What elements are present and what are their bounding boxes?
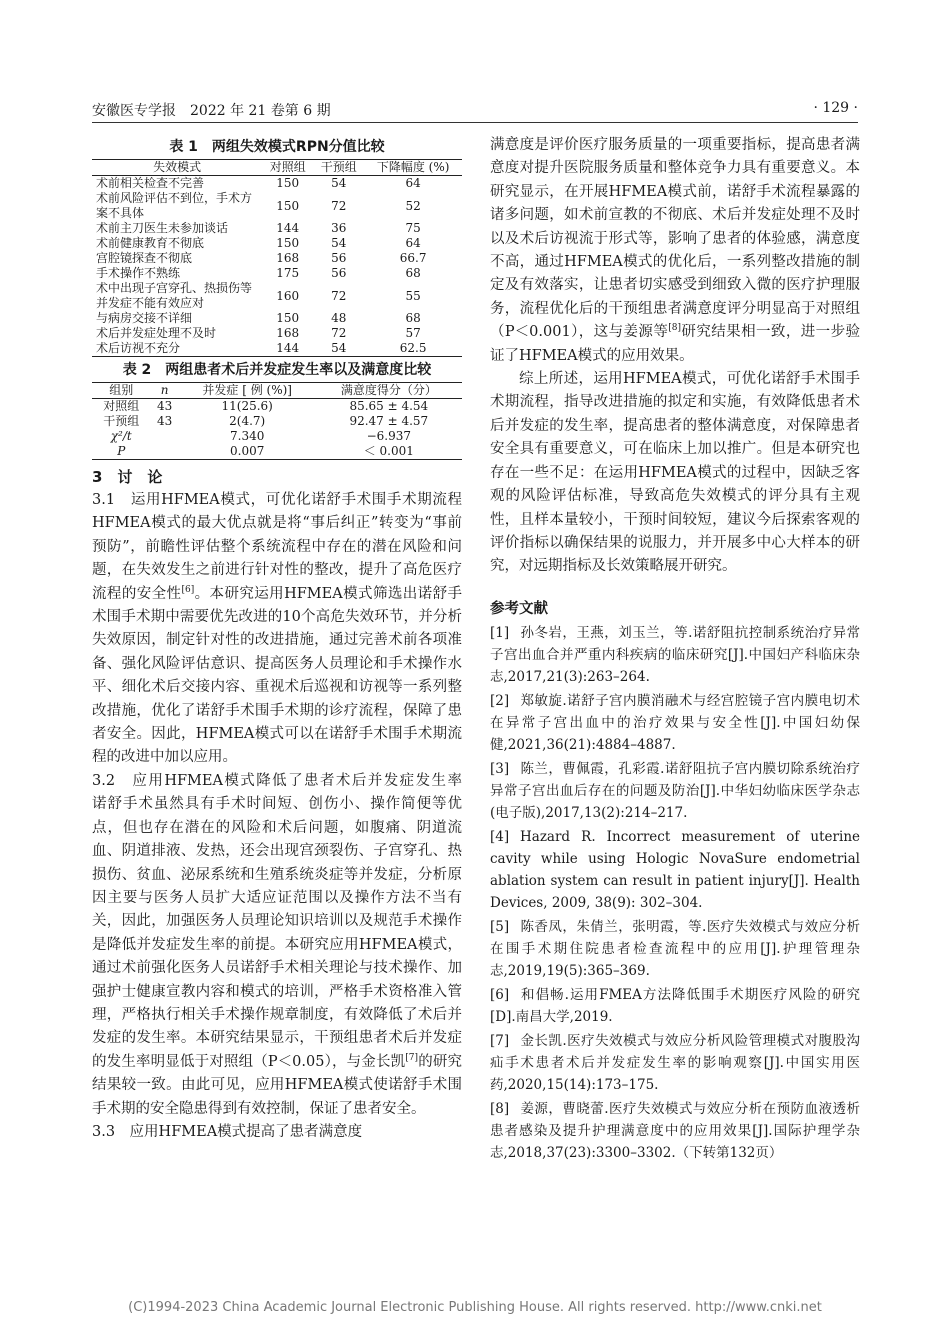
subsection-heading: 3.2 应用HFMEA模式降低了患者术后并发症发生率	[92, 772, 462, 789]
paragraph-3-1	[92, 489, 462, 770]
body-text: 研究结果相一致，进一步验证了HFMEA模式的应用效果。	[490, 324, 860, 364]
citation: [8]	[668, 323, 682, 334]
table-cell: −6.937	[366, 429, 412, 443]
reference-text: 陈兰，曹佩霞，孔彩霞.诺舒阻抗子宫内膜切除系统治疗异常子宫出血后存在的问题及防治[J].中华妇幼临床医学杂志(电子版),2017,13(2):214–217.	[490, 760, 860, 821]
conclusion-paragraph: 综上所述，运用HFMEA模式，可优化诺舒手术围手术期流程，指导改进措施的拟定和实施，有效降低患者术后并发症的发生率，提高患者的整体满意度，对保障患者安全具有重要意义，可在临床上加以推广。但是本研究也存在一些不足：在运用HFMEA模式的过程中，因缺乏客观的风险评估标准，导致高危失效模式的评分具有主观性，且样本量较小，干预时间较短，建议今后探索客观的评价指标以确保结果的说服力，并开展多中心大样本的研究，对远期指标及长效策略展开研究。	[490, 371, 860, 575]
reference-number: [2]	[490, 692, 510, 709]
table1-header: 对照组	[262, 160, 313, 176]
table-cell: 72	[331, 326, 347, 340]
table-cell: 术前相关检查不完善	[96, 176, 205, 190]
table1-header: 失效模式	[92, 160, 262, 176]
table-cell	[151, 429, 179, 444]
reference-text: 孙冬岩，王燕，刘玉兰，等.诺舒阻抗控制系统治疗异常子宫出血合并严重内科疾病的临床研究[J].中国妇产科临床杂志,2017,21(3):263–264.	[490, 624, 860, 685]
table2-header-row	[92, 383, 462, 399]
table-cell: 术前健康教育不彻底	[96, 236, 205, 250]
table-row	[92, 236, 462, 251]
section-heading: 3 讨 论	[92, 468, 163, 486]
table-cell: 85.65 ± 4.54	[349, 399, 429, 413]
reference-number: [5]	[490, 918, 510, 935]
table-cell: 术前风险评估不到位，手术方案不具体	[96, 191, 253, 220]
table-cell: 术后访视不充分	[96, 341, 181, 355]
reference-number: [4]	[490, 828, 510, 845]
running-header	[92, 100, 858, 123]
table-row	[92, 221, 462, 236]
table-cell: 75	[405, 221, 421, 235]
table1-caption: 表 1 两组失效模式RPN分值比较	[169, 139, 385, 155]
body-text: 。本研究运用HFMEA模式筛选出诺舒手术围手术期中需要优先改进的10个高危失效环节，并分析失效原因，制定针对性的改进措施，通过完善术前各项准备、强化风险评估意识、提高医务人员理论和手术操作水平、细化术后交接内容、重视术后巡视和访视等一系列整改措施，优化了诺舒手术围手术期的诊疗流程，保障了患者安全。因此，HFMEA模式可以在诺舒手术围手术期流程的改进中加以应用。	[92, 585, 462, 766]
table-cell: 160	[276, 288, 300, 303]
table-cell: 手术操作不熟练	[96, 266, 181, 280]
table-cell: 144	[276, 221, 300, 235]
paragraph-3-3-head	[92, 1121, 462, 1144]
table1-header: 干预组	[313, 160, 364, 176]
subsection-heading: 3.1 运用HFMEA模式，可优化诺舒手术围手术期流程	[92, 492, 462, 508]
table-cell: 56	[331, 266, 347, 280]
table-cell: 52	[405, 198, 421, 213]
reference-number: [1]	[490, 624, 510, 641]
table-cell: ＜ 0.001	[363, 444, 414, 458]
table-cell: 43	[156, 399, 173, 413]
table-row	[92, 429, 462, 444]
table2	[92, 382, 462, 460]
journal-info: 安徽医专学报 2022 年 21 卷第 6 期	[92, 103, 331, 119]
table-cell: 54	[331, 176, 347, 190]
page-number: · 129 ·	[813, 100, 858, 116]
right-column	[490, 134, 860, 1166]
reference-item	[490, 758, 860, 824]
table1-header: 下降幅度 (%)	[364, 160, 462, 176]
table-cell: 0.007	[230, 444, 265, 458]
table-row	[92, 399, 462, 415]
table-cell: 7.340	[230, 429, 265, 443]
copyright-footer: (C)1994-2023 China Academic Journal Electronic Publishing House. All rights reserved. http://www.cnki.net	[128, 1300, 822, 1315]
reference-item	[490, 916, 860, 982]
table-row	[92, 266, 462, 281]
table-cell: 150	[276, 176, 300, 190]
table-cell: 干预组	[103, 414, 140, 428]
reference-item	[490, 984, 860, 1028]
body-text: HFMEA模式的最大优点就是将“事后纠正”转变为“事前预防”，前瞻性评估整个系统流程中存在的潜在风险和问题，在失效发生之前进行针对性的整改，提升了高危医疗流程的安全性	[92, 515, 462, 602]
table-cell: 宫腔镜探查不彻底	[96, 251, 193, 265]
table-cell: 术前主刀医生未参加谈话	[96, 221, 229, 235]
table1-header-row	[92, 160, 462, 176]
table-cell	[151, 444, 179, 460]
table-cell: 92.47 ± 4.57	[349, 414, 429, 428]
table-cell: 对照组	[103, 399, 140, 413]
reference-text: 金长凯.医疗失效模式与效应分析风险管理模式对腹股沟疝手术患者术后并发症发生率的影响观察[J].中国实用医药,2020,15(14):173–175.	[490, 1032, 860, 1093]
table-row	[92, 444, 462, 460]
table-cell: 150	[276, 236, 300, 250]
table-cell: 43	[156, 414, 173, 428]
table-cell: 68	[405, 266, 421, 280]
table-row	[92, 414, 462, 429]
table-row	[92, 191, 462, 221]
reference-item	[490, 1030, 860, 1096]
table-cell: 68	[405, 311, 421, 325]
table-cell: 144	[276, 341, 300, 355]
reference-number: [8]	[490, 1100, 510, 1117]
table2-header: 满意度得分（分）	[316, 383, 462, 399]
table-row	[92, 251, 462, 266]
table-cell: 64	[405, 176, 421, 190]
table-cell: 54	[331, 341, 347, 355]
table-cell: 150	[276, 311, 300, 325]
table-cell: 57	[405, 326, 421, 340]
paragraph-3-2	[92, 770, 462, 1121]
reference-item	[490, 690, 860, 756]
table-cell: 175	[276, 266, 300, 280]
table-cell: 48	[331, 311, 347, 325]
body-text: 诺舒手术虽然具有手术时间短、创伤小、操作简便等优点，但也存在潜在的风险和术后问题，如腹痛、阴道流血、阴道排液、发热，还会出现宫颈裂伤、子宫穿孔、热损伤、贫血、泌尿系统和生殖系统炎症等并发症，分析原因主要与医务人员扩大适应证范围以及操作方法不当有关，因此，加强医务人员理论知识培训以及规范手术操作是降低并发症发生率的前提。本研究应用HFMEA模式，通过术前强化医务人员诺舒手术相关理论与技术操作、加强护士健康宣教内容和模式的培训，严格手术资格准入管理，严格执行相关手术操作规章制度，有效降低了术后并发症的发生率。本研究结果显示，干预组患者术后并发症的发生率明显低于对照组（P＜0.05），与金长凯	[92, 796, 462, 1070]
citation: [6]	[181, 584, 195, 595]
table-cell: 54	[331, 236, 347, 250]
body-text: 的研究结果较一致。由此可见，应用HFMEA模式使诺舒手术围手术期的安全隐患得到有效控制，保证了患者安全。	[92, 1053, 462, 1117]
table2-header: n	[151, 383, 179, 399]
table-cell: P	[117, 444, 126, 458]
table-cell: 150	[276, 198, 300, 213]
table-cell: 55	[405, 288, 421, 303]
table1	[92, 159, 462, 357]
table-row	[92, 311, 462, 326]
reference-text: 和倡畅.运用FMEA方法降低围手术期医疗风险的研究[D].南昌大学,2019.	[490, 986, 860, 1025]
table-cell: 36	[331, 221, 347, 235]
reference-text: 陈香凤，朱倩兰，张明霞，等.医疗失效模式与效应分析在围手术期住院患者检查流程中的应用[J].护理管理杂志,2019,19(5):365–369.	[490, 918, 860, 979]
table-cell: 11(25.6)	[221, 399, 273, 413]
table2-caption: 表 2 两组患者术后并发症发生率以及满意度比较	[122, 362, 432, 378]
table-row	[92, 176, 462, 192]
table-cell: 2(4.7)	[229, 414, 266, 428]
table2-header: 并发症 [ 例 (%)]	[179, 383, 316, 399]
table-cell: 168	[276, 326, 300, 340]
citation: [7]	[405, 1052, 419, 1063]
subsection-heading: 3.3 应用HFMEA模式提高了患者满意度	[92, 1123, 363, 1140]
paragraph-3-3-body	[490, 134, 860, 368]
table-row	[92, 281, 462, 311]
table-row	[92, 326, 462, 341]
reference-item	[490, 1098, 860, 1164]
reference-text: 姜源，曹晓蕾.医疗失效模式与效应分析在预防血液透析患者感染及提升护理满意度中的应用效果[J].国际护理学杂志,2018,37(23):3300–3302.（下转第132页）	[490, 1100, 860, 1161]
table-cell: 术中出现子宫穿孔、热损伤等并发症不能有效应对	[96, 281, 253, 310]
left-column	[92, 134, 462, 1144]
table-cell: χ²/t	[110, 429, 132, 443]
table-cell: 62.5	[399, 341, 427, 355]
reference-text: 郑敏旋.诺舒子宫内膜消融术与经宫腔镜子宫内膜电切术在异常子宫出血中的治疗效果与安全性[J].中国妇幼保健,2021,36(21):4884–4887.	[490, 692, 860, 753]
table2-header: 组别	[92, 383, 151, 399]
table-cell: 术后并发症处理不及时	[96, 326, 217, 340]
reference-text: Hazard R. Incorrect measurement of uterine cavity while using Hologic NovaSure endometrial ablation system can result in patient injury[J]. Health Devices, 2009, 38(9): 302–304.	[490, 828, 860, 911]
table-cell: 66.7	[399, 251, 427, 265]
body-text: 满意度是评价医疗服务质量的一项重要指标，提高患者满意度对提升医院服务质量和整体竞争力具有重要意义。本研究显示，在开展HFMEA模式前，诺舒手术流程暴露的诸多问题，如术前宣教的不彻底、术后并发症处理不及时以及术后访视流于形式等，影响了患者的体验感，满意度不高，通过HFMEA模式的优化后，一系列整改措施的制定及有效落实，让患者切实感受到细致入微的医疗护理服务，流程优化后的干预组患者满意度评分明显高于对照组（P＜0.001），这与姜源等	[490, 137, 860, 341]
reference-number: [6]	[490, 986, 510, 1003]
reference-item	[490, 826, 860, 914]
reference-number: [3]	[490, 760, 510, 777]
reference-number: [7]	[490, 1032, 510, 1049]
table-cell: 72	[331, 288, 347, 303]
references-title: 参考文献	[490, 600, 548, 617]
table-cell: 56	[331, 251, 347, 265]
table-cell: 64	[405, 236, 421, 250]
table-row	[92, 341, 462, 357]
table-cell: 168	[276, 251, 300, 265]
table-cell: 72	[331, 198, 347, 213]
table-cell: 与病房交接不详细	[96, 311, 193, 325]
reference-item	[490, 622, 860, 688]
